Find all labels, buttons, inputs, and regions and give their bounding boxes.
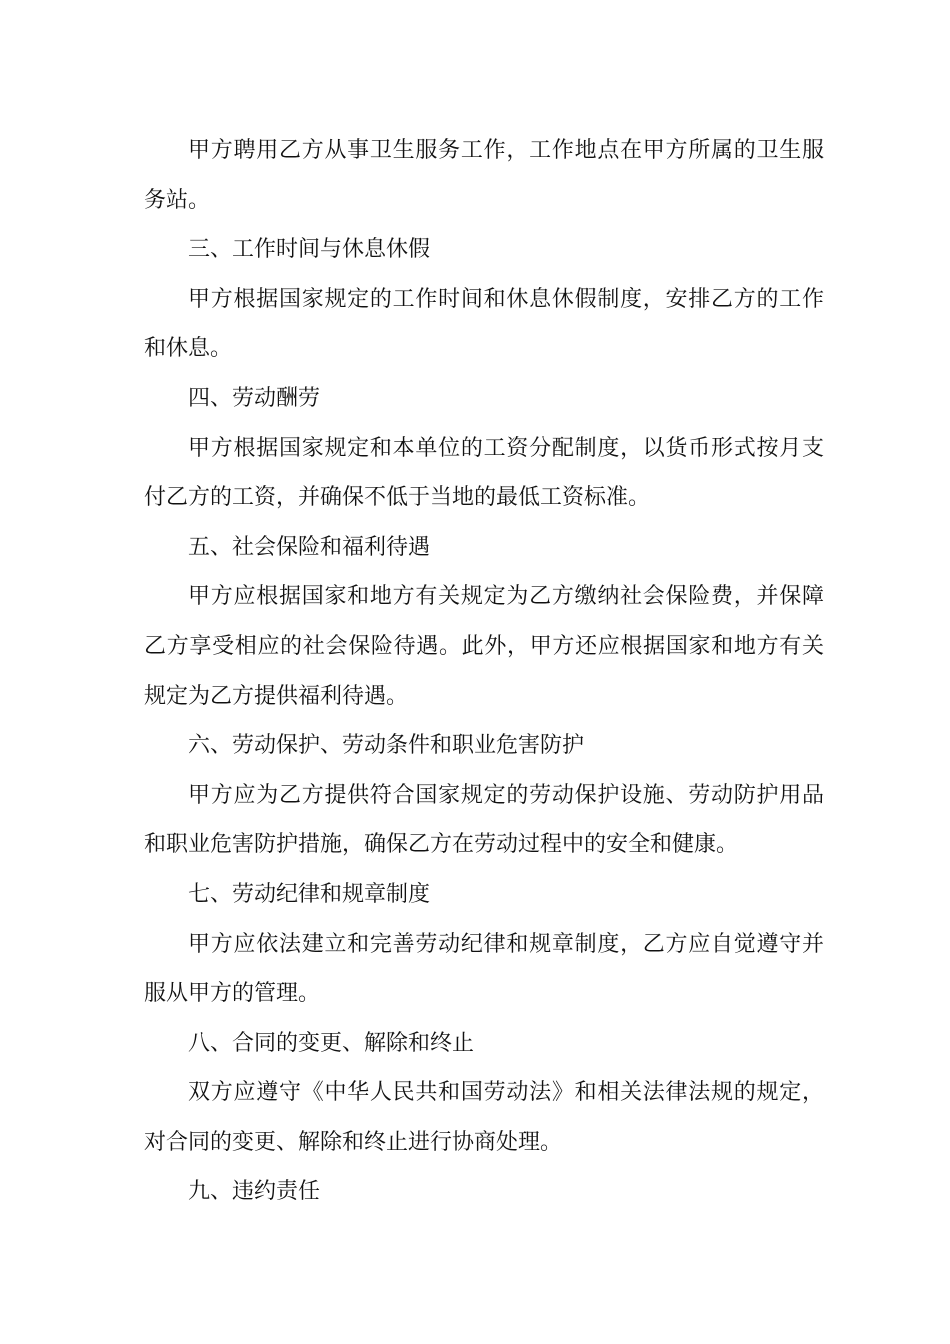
section-heading-social-insurance: 五、社会保险和福利待遇 [188, 534, 431, 560]
paragraph-working-hours: 甲方根据国家规定的工作时间和休息休假制度，安排乙方的工作和休息。 [144, 286, 824, 362]
section-heading-working-hours: 三、工作时间与休息休假 [188, 237, 431, 263]
paragraph-remuneration: 甲方根据国家规定和本单位的工资分配制度，以货币形式按月支付乙方的工资，并确保不低于当地的最低工资标准。 [144, 435, 824, 511]
section-heading-labor-protection: 六、劳动保护、劳动条件和职业危害防护 [188, 733, 585, 759]
paragraph-labor-protection: 甲方应为乙方提供符合国家规定的劳动保护设施、劳动防护用品和职业危害防护措施，确保乙方在劳动过程中的安全和健康。 [144, 782, 824, 858]
paragraph-work-location: 甲方聘用乙方从事卫生服务工作，工作地点在甲方所属的卫生服务站。 [144, 138, 824, 213]
section-heading-remuneration: 四、劳动酬劳 [188, 385, 321, 411]
section-heading-contract-changes: 八、合同的变更、解除和终止 [188, 1030, 475, 1056]
paragraph-social-insurance: 甲方应根据国家和地方有关规定为乙方缴纳社会保险费，并保障乙方享受相应的社会保险待遇。此外，甲方还应根据国家和地方有关规定为乙方提供福利待遇。 [144, 584, 824, 709]
paragraph-labor-discipline: 甲方应依法建立和完善劳动纪律和规章制度，乙方应自觉遵守并服从甲方的管理。 [144, 931, 824, 1007]
paragraph-contract-changes: 双方应遵守《中华人民共和国劳动法》和相关法律法规的规定，对合同的变更、解除和终止进行协商处理。 [144, 1080, 824, 1155]
section-heading-labor-discipline: 七、劳动纪律和规章制度 [188, 881, 431, 907]
section-heading-liability: 九、违约责任 [188, 1179, 321, 1205]
document-body [144, 126, 824, 1217]
